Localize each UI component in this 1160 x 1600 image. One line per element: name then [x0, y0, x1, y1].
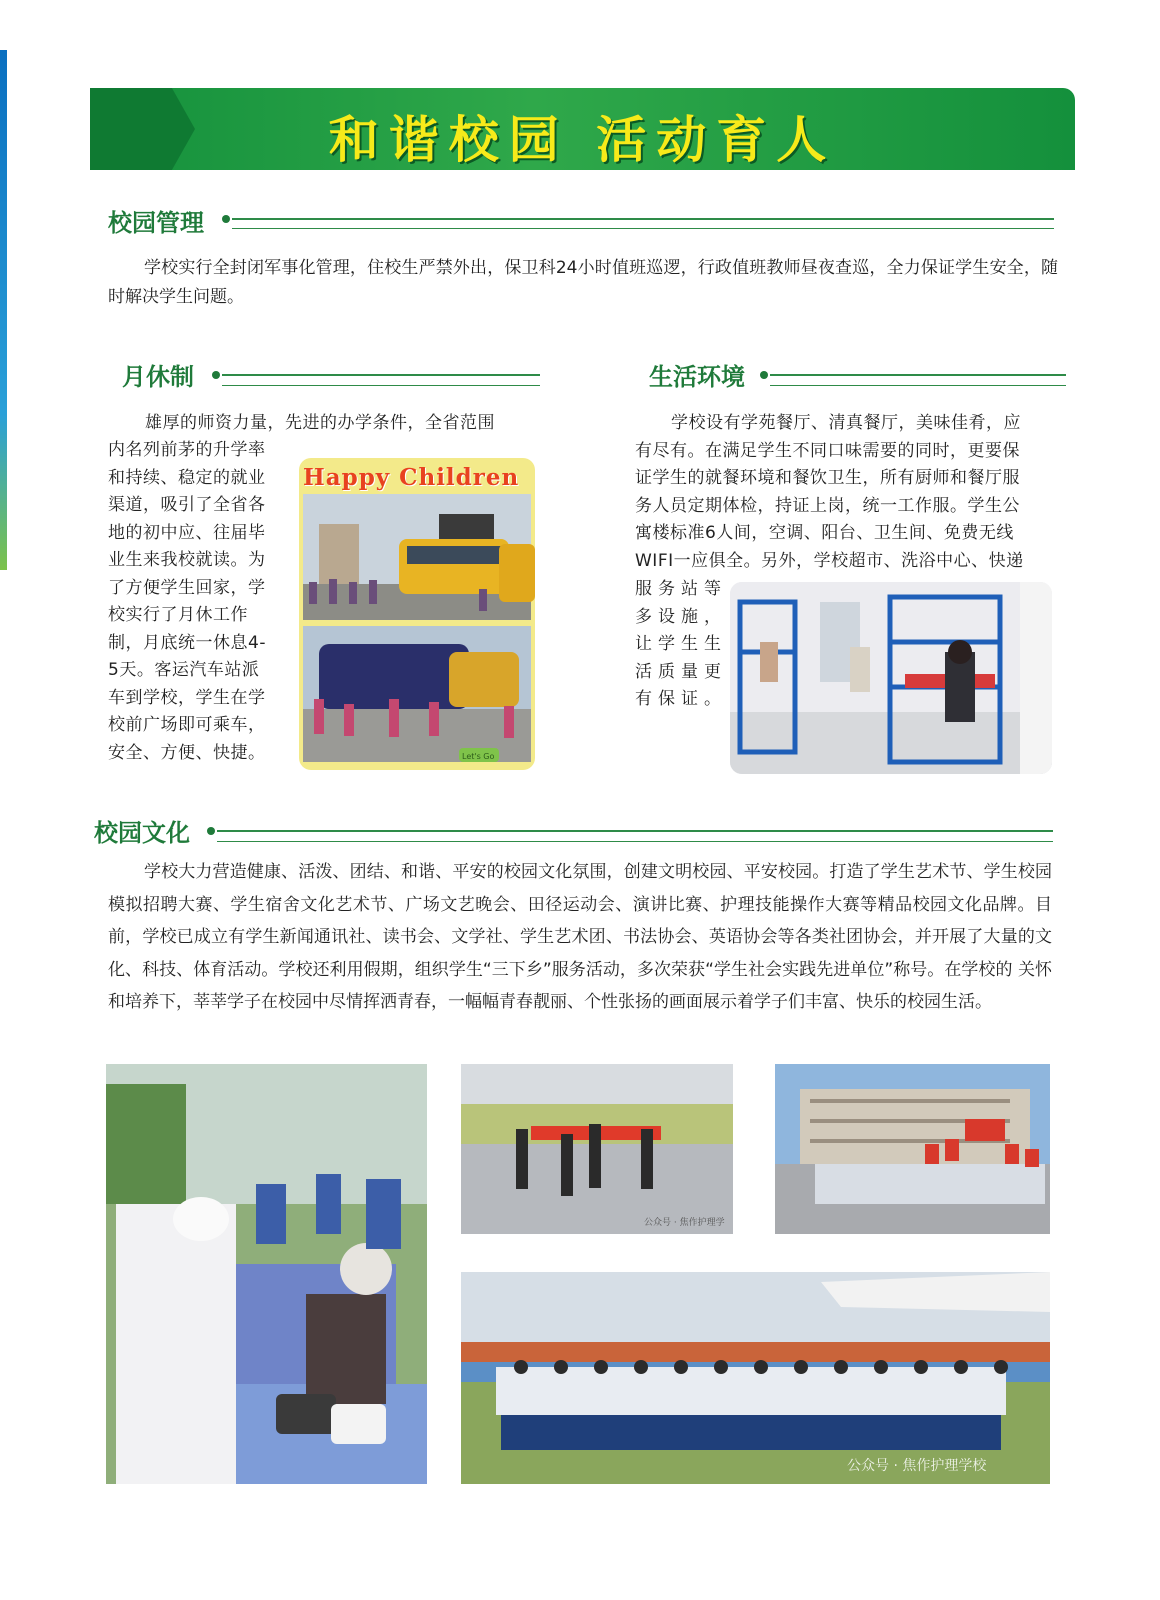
student-march-illustration — [775, 1064, 1050, 1234]
heading-line — [217, 841, 1053, 842]
monthly-text-line: 校前广场即可乘车， — [108, 715, 266, 735]
heading-line — [770, 374, 1066, 376]
heading-line — [232, 228, 1054, 229]
living-text-line: 有尽有。在满足学生不同口味需要的同时，更要保 — [635, 440, 1020, 461]
monthly-text-line: 安全、方便、快捷。 — [108, 742, 266, 763]
heading-line — [770, 385, 1066, 386]
heading-dot — [207, 827, 215, 835]
monthly-text-line: 渠道，吸引了全省各 — [108, 495, 266, 515]
heading-line — [232, 218, 1054, 220]
photo-health-service — [106, 1064, 427, 1484]
photo-dormitory — [730, 582, 1052, 774]
photo-student-march — [775, 1064, 1050, 1234]
photo-flag-guard — [461, 1064, 733, 1234]
heading-line — [222, 374, 540, 376]
heading-line — [222, 385, 540, 386]
living-text-line: 让学生生 — [635, 634, 727, 654]
banner-title: 和谐校园 活动育人 — [328, 111, 837, 169]
photo-watermark: 公众号 · 焦作护理学 — [644, 1218, 725, 1228]
monthly-text-line: 了方便学生回家，学 — [108, 577, 266, 598]
dormitory-illustration — [730, 582, 1052, 774]
monthly-text-column — [108, 437, 298, 767]
health-service-illustration — [106, 1064, 427, 1484]
management-paragraph: 学校实行全封闭军事化管理，住校生严禁外出，保卫科24小时值班巡逻，行政值班教师昼夜查巡，全力保证学生安全，随时解决学生问题。 — [108, 258, 1058, 307]
heading-management: 校园管理 — [108, 209, 204, 237]
monthly-text-line: 地的初中应、往届毕 — [108, 522, 266, 543]
monthly-text-line: 内名列前茅的升学率 — [108, 440, 266, 460]
monthly-first-line: 雄厚的师资力量，先进的办学条件，全省范围 — [145, 413, 495, 433]
living-text-line: 务人员定期体检，持证上岗，统一工作服。学生公 — [635, 495, 1020, 516]
monthly-text-line: 校实行了月休工作 — [108, 605, 248, 625]
living-text-line: 学校设有学苑餐厅、清真餐厅，美味佳肴，应 — [671, 413, 1021, 433]
monthly-text-line: 制，月底统一休息4- — [108, 632, 266, 653]
photo-group-students — [461, 1272, 1050, 1484]
heading-line — [217, 830, 1053, 832]
photo-tag: Let's Go — [462, 752, 495, 761]
monthly-text-line: 和持续、稳定的就业 — [108, 467, 266, 488]
living-text-block — [635, 410, 1065, 575]
living-text-line: 寓楼标准6人间，空调、阳台、卫生间、免费无线 — [635, 523, 1014, 543]
heading-campus-culture: 校园文化 — [94, 819, 190, 847]
bus-scenes-illustration — [299, 494, 535, 770]
living-text-line: WIFI一应俱全。另外，学校超市、洗浴中心、快递 — [635, 550, 1024, 571]
photo-watermark: 公众号 · 焦作护理学校 — [847, 1458, 987, 1474]
heading-living-environment: 生活环境 — [649, 363, 745, 391]
living-text-line: 多设施， — [635, 606, 727, 627]
living-text-line: 证学生的就餐环境和餐饮卫生，所有厨师和餐厅服 — [635, 468, 1020, 488]
living-text-line: 有保证。 — [635, 689, 727, 709]
title-banner — [90, 88, 1075, 170]
photo-bus-collage — [299, 458, 535, 770]
monthly-text-line: 车到学校，学生在学 — [108, 687, 266, 708]
flag-guard-illustration — [461, 1064, 733, 1234]
photo-caption: Happy Children — [303, 464, 520, 491]
monthly-text-line: 5天。客运汽车站派 — [108, 660, 260, 680]
heading-dot — [760, 371, 768, 379]
heading-dot — [222, 215, 230, 223]
heading-monthly-break: 月休制 — [122, 363, 194, 391]
group-students-illustration — [461, 1272, 1050, 1484]
living-text-column — [635, 576, 730, 714]
living-text-line: 活质量更 — [635, 661, 727, 682]
monthly-text-line: 业生来我校就读。为 — [108, 550, 266, 570]
side-decoration-strip — [0, 50, 7, 570]
culture-paragraph: 学校大力营造健康、活泼、团结、和谐、平安的校园文化氛围，创建文明校园、平安校园。打造了学生艺术节、学生校园 模拟招聘大赛、学生宿舍文化艺术节、广场文艺晚会、田径运动会、演讲比赛、护理技能操作大赛等精品校园文化品牌。目前，学校已成立有学生新闻通讯社、读书会、文学社、学生艺术团、书法协会、英语协会等各类社团协会，并开展了大量的文化、科技、体育活动。学校还利用假期，组织学生“三下乡”服务活动，多次荣获“学生社会实践先进单位”称号。在学校的 关怀和培养下，莘莘学子在校园中尽情挥洒青春，一幅幅青春靓丽、个性张扬的画面展示着学子们丰富、快乐的校园生活。 — [108, 862, 1052, 1012]
heading-dot — [212, 371, 220, 379]
living-text-line: 服务站等 — [635, 579, 727, 599]
